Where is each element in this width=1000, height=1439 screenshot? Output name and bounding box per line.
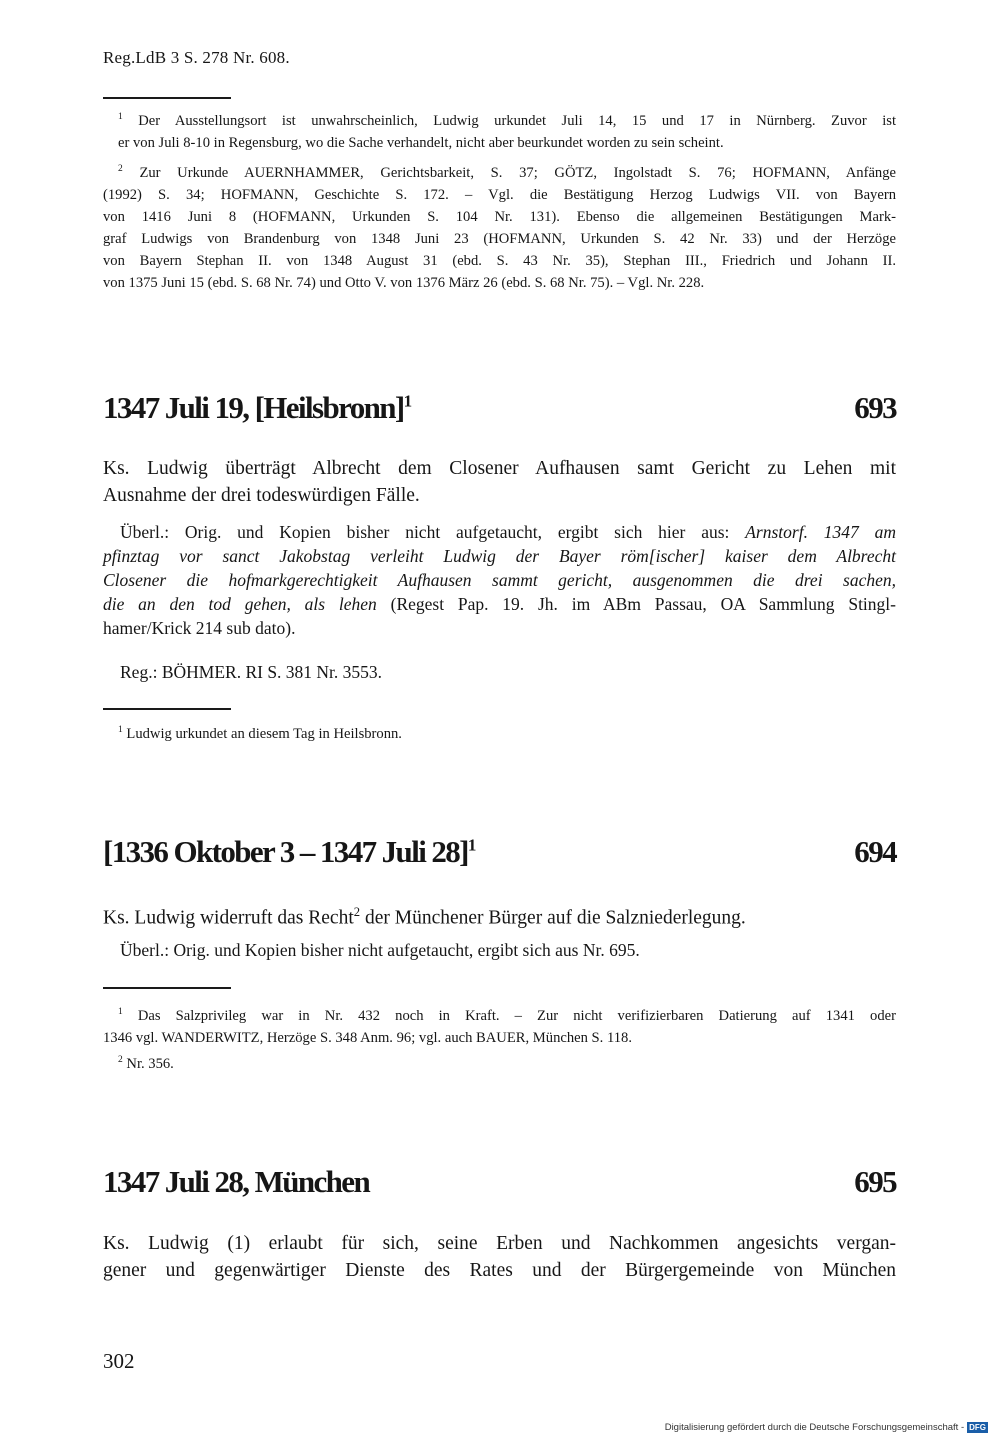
entry-695-date-place: 1347 Juli 28, München (103, 1164, 370, 1199)
footnote-rule-694 (103, 987, 231, 989)
footnote-1: $^1$ Der Ausstellungsort ist unwahrscheinlich, Ludwig urkundet Juli 14, 15 und 17 in Nürnberg. Zuvor ist er von Juli 8-10 in Regensburg, wo die Sache verhandelt, nicht aber beurkundet worden zu sein scheint. (118, 112, 896, 151)
footnotes-top (103, 106, 896, 294)
entry-694-summary: Ks. Ludwig widerruft das Recht$^2$ der Münchener Bürger auf die Salzniederlegung. (103, 905, 746, 929)
entry-694-date: [1336 Oktober 3 – 1347 Juli 28] (103, 834, 468, 869)
entry-693-number: 693 (854, 390, 896, 425)
entry-693-summary: Ks. Ludwig überträgt Albrecht dem Closener Aufhausen samt Gericht zu Lehen mit Ausnahme der drei todeswürdigen Fälle. (103, 458, 896, 506)
page-number: 302 (103, 1349, 135, 1373)
entry-695-heading (103, 1164, 896, 1200)
entry-694-uberlieferung: Überl.: Orig. und Kopien bisher nicht aufgetaucht, ergibt sich aus Nr. 695. (120, 940, 640, 960)
entry-693-uberlieferung: Überl.: Orig. und Kopien bisher nicht aufgetaucht, ergibt sich hier aus: Arnstorf. 1347 am pfinztag vor sanct Jakobstag verleiht Ludwig der Bayer röm[ischer] kaiser dem Albrecht Closener die hofmarkgerechtigkeit Aufhausen sammt gericht, ausgenommen die drei sachen, die an den tod gehen, als lehen (Regest Pap. 19. Jh. im ABm Passau, OA Sammlung Stingl- hamer/Krick 214 sub dato). (103, 522, 896, 638)
top-reference: Reg.LdB 3 S. 278 Nr. 608. (103, 48, 290, 67)
footnote-rule-693 (103, 708, 231, 710)
entry-693-heading: 1347 Juli 19, [Heilsbronn]$^1$ 693 (103, 390, 896, 425)
entry-693-regest: Reg.: BÖHMER. RI S. 381 Nr. 3553. (120, 662, 383, 682)
entry-695-summary: Ks. Ludwig (1) erlaubt für sich, seine Erben und Nachkommen angesichts vergan- gener und gegenwärtiger Dienste des Rates und der Bürgergemeinde von München (103, 1233, 896, 1281)
footnote-rule-top (103, 97, 231, 99)
entry-694-heading: [1336 Oktober 3 – 1347 Juli 28]$^1$ 694 (103, 834, 896, 869)
entry-693-date-place: 1347 Juli 19, [Heilsbronn] (103, 390, 404, 425)
funding-note: Digitalisierung gefördert durch die Deutsche Forschungsgemeinschaft - DFG (664, 1422, 986, 1433)
entry-694-footnotes (103, 1001, 896, 1075)
dfg-logo: DFG (969, 1423, 986, 1432)
entry-694-footnote-2: $^2$ Nr. 356. (118, 1054, 174, 1072)
entry-694-number: 694 (854, 834, 896, 869)
footnote-2: $^2$ Zur Urkunde AUERNHAMMER, Gerichtsbarkeit, S. 37; GÖTZ, Ingolstadt S. 76; HOFMANN, Anfänge (1992) S. 34; HOFMANN, Geschichte S. 172. – Vgl. die Bestätigung Herzog Ludwigs VII. von Bayern von 1416 Juni 8 (HOFMANN, Urkunden S. 104 Nr. 131). Ebenso die allgemeinen Bestätigungen Mark- graf Ludwigs von Brandenburg von 1348 Juni 23 (HOFMANN, Urkunden S. 42 Nr. 33) und der Herzöge von Bayern Stephan II. von 1348 August 31 (ebd. S. 43 Nr. 35), Stephan III., Friedrich und Johann II. von 1375 Juni 15 (ebd. S. 68 Nr. 74) und Otto V. von 1376 März 26 (ebd. S. 68 Nr. 75). – Vgl. Nr. 228. (103, 163, 896, 291)
entry-693-footnote: $^1$ Ludwig urkundet an diesem Tag in Heilsbronn. (118, 725, 402, 742)
entry-694-footnote-1: $^1$ Das Salzprivileg war in Nr. 432 noch in Kraft. – Zur nicht verifizierbaren Datierung auf 1341 oder 1346 vgl. WANDERWITZ, Herzöge S. 348 Anm. 96; vgl. auch BAUER, München S. 118. (103, 1007, 896, 1046)
entry-695-number: 695 (854, 1164, 896, 1199)
